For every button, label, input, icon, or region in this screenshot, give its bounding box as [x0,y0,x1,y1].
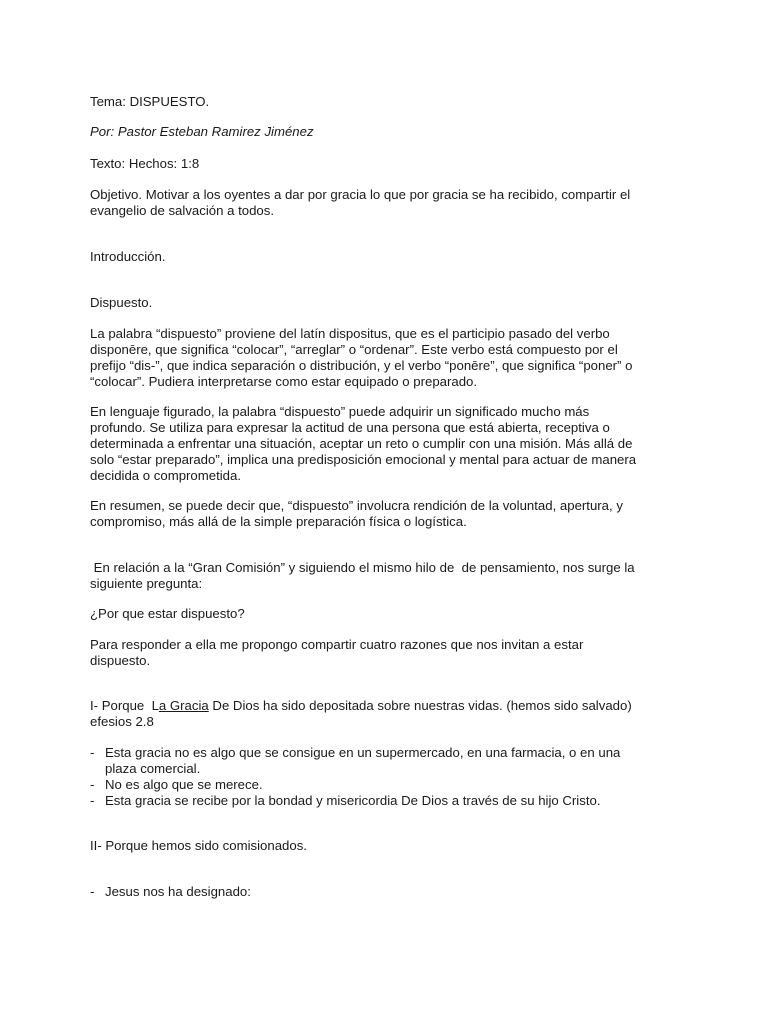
paragraph1-line-1: La palabra “dispuesto” proviene del latín dispositus, que es el participio pasado del verbo [90,326,610,341]
paragraph3-line-2: compromiso, más allá de la simple preparación física o logística. [90,514,467,529]
texto-line: Texto: Hechos: 1:8 [90,156,200,171]
dash-bullet: - [90,884,95,899]
list-item-text: No es algo que se merece. [105,777,263,792]
paragraph1-line-4: “colocar”. Pudiera interpretarse como estar equipado o preparado. [90,374,478,389]
paragraph2-line-2: profundo. Se utiliza para expresar la actitud de una persona que está abierta, receptiva o [90,420,610,435]
introduccion-heading: Introducción. [90,249,166,264]
dash-bullet: - [90,745,95,760]
section1-title [90,698,690,714]
paragraph5-line-1: Para responder a ella me propongo compartir cuatro razones que nos invitan a estar [90,637,584,652]
list-item-text-continued: plaza comercial. [105,761,201,776]
dash-bullet: - [90,777,95,792]
dash-bullet: - [90,793,95,808]
paragraph2-line-3: determinada a enfrentar una situación, aceptar un reto o cumplir con una misión. Más allá de [90,436,633,451]
list-item-text: Esta gracia no es algo que se consigue en un supermercado, en una farmacia, o en una [105,745,621,760]
objetivo-line-1: Objetivo. Motivar a los oyentes a dar por gracia lo que por gracia se ha recibido, compartir el [90,187,631,202]
section1-title-prefix: I- Porque L [90,698,159,713]
list-item-text: Jesus nos ha designado: [105,884,251,899]
paragraph2-line-1: En lenguaje figurado, la palabra “dispuesto” puede adquirir un significado mucho más [90,404,590,419]
list-item-text: Esta gracia se recibe por la bondad y misericordia De Dios a través de su hijo Cristo. [105,793,601,808]
section2-title: II- Porque hemos sido comisionados. [90,838,307,853]
paragraph1-line-3: prefijo “dis-”, que indica separación o distribución, y el verbo “ponēre”, que significa “poner” o [90,358,633,373]
paragraph1-line-2: disponēre, que significa “colocar”, “arreglar” o “ordenar”. Este verbo está compuesto por el [90,342,618,357]
dispuesto-heading: Dispuesto. [90,295,153,310]
section1-title-line-2: efesios 2.8 [90,714,154,729]
author-line: Por: Pastor Esteban Ramirez Jiménez [90,124,314,139]
paragraph4-line-2: siguiente pregunta: [90,576,203,591]
objetivo-line-2: evangelio de salvación a todos. [90,203,275,218]
paragraph2-line-4: solo “estar preparado”, implica una predisposición emocional y mental para actuar de manera [90,452,637,467]
tema-line: Tema: DISPUESTO. [90,94,210,109]
paragraph4-line-1: En relación a la “Gran Comisión” y siguiendo el mismo hilo de de pensamiento, nos surge la [90,560,635,575]
pregunta-line: ¿Por que estar dispuesto? [90,606,245,621]
paragraph2-line-5: decidida o comprometida. [90,468,242,483]
paragraph3-line-1: En resumen, se puede decir que, “dispuesto” involucra rendición de la voluntad, apertura, y [90,498,623,513]
section1-title-suffix: De Dios ha sido depositada sobre nuestras vidas. (hemos sido salvado) [208,698,632,713]
paragraph5-line-2: dispuesto. [90,653,151,668]
section1-title-underlined: a Gracia [158,698,209,713]
